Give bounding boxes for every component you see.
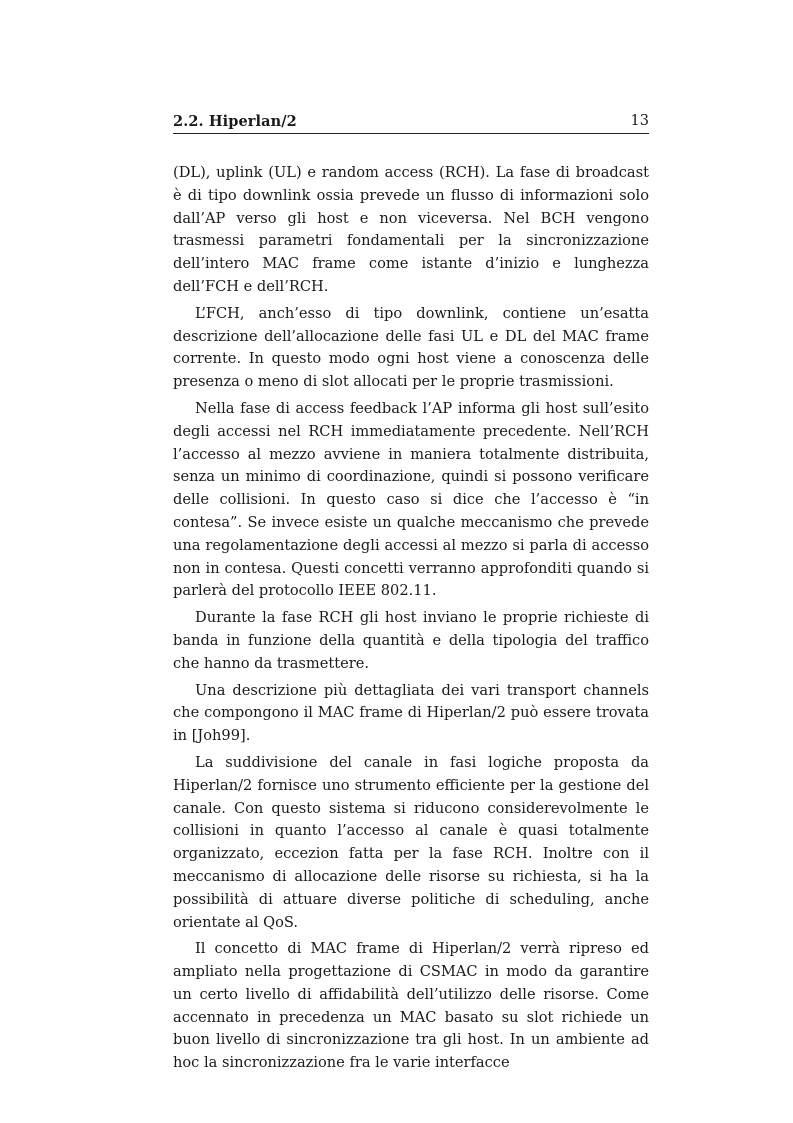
paragraph: La suddivisione del canale in fasi logiche proposta da Hiperlan/2 fornisce uno strumento efficiente per la gestione del canale. Con questo sistema si riducono considerevolmente le collisioni in quanto l’accesso al canale è quasi totalmente organizzato, eccezion fatta per la fase RCH. Inoltre con il meccanismo di allocazione delle risorse su richiesta, si ha la possibilità di attuare diverse politiche di scheduling, anche orientate al QoS. xyxy=(173,753,649,931)
page-number: 13 xyxy=(630,113,649,129)
paragraph: (DL), uplink (UL) e random access (RCH). La fase di broadcast è di tipo downlink ossia prevede un flusso di informazioni solo dall’AP verso gli host e non viceversa. Nel BCH vengono trasmessi parametri fondamentali per la sincronizzazione dell’intero MAC frame come istante d’inizio e lunghezza dell’FCH e dell’RCH. xyxy=(173,164,649,295)
body-text xyxy=(173,162,649,1079)
section-title: 2.2. Hiperlan/2 xyxy=(173,113,297,130)
running-header xyxy=(173,113,649,134)
paragraph: Durante la fase RCH gli host inviano le proprie richieste di banda in funzione della quantità e della tipologia del traffico che hanno da trasmettere. xyxy=(173,609,649,672)
paragraph: Una descrizione più dettagliata dei vari transport channels che compongono il MAC frame di Hiperlan/2 può essere trovata in [Joh99]. xyxy=(173,681,649,745)
paragraph: L’FCH, anch’esso di tipo downlink, contiene un’esatta descrizione dell’allocazione delle fasi UL e DL del MAC frame corrente. In questo modo ogni host viene a conoscenza delle presenza o meno di slot allocati per le proprie trasmissioni. xyxy=(173,304,649,391)
paragraph: Il concetto di MAC frame di Hiperlan/2 verrà ripreso ed ampliato nella progettazione di CSMAC in modo da garantire un certo livello di affidabilità dell’utilizzo delle risorse. Come accennato in precedenza un MAC basato su slot richiede un buon livello di sincronizzazione tra gli host. In un ambiente ad hoc la sincronizzazione fra le varie interfacce xyxy=(173,940,649,1072)
paragraph: Nella fase di access feedback l’AP informa gli host sull’esito degli accessi nel RCH immediatamente precedente. Nell’RCH l’accesso al mezzo avviene in maniera totalmente distribuita, senza un minimo di coordinazione, quindi si possono verificare delle collisioni. In questo caso si dice che l’accesso è “in contesa”. Se invece esiste un qualche meccanismo che prevede una regolamentazione degli accessi al mezzo si parla di accesso non in contesa. Questi concetti verranno approfonditi quando si parlerà del protocollo IEEE 802.11. xyxy=(173,399,649,600)
